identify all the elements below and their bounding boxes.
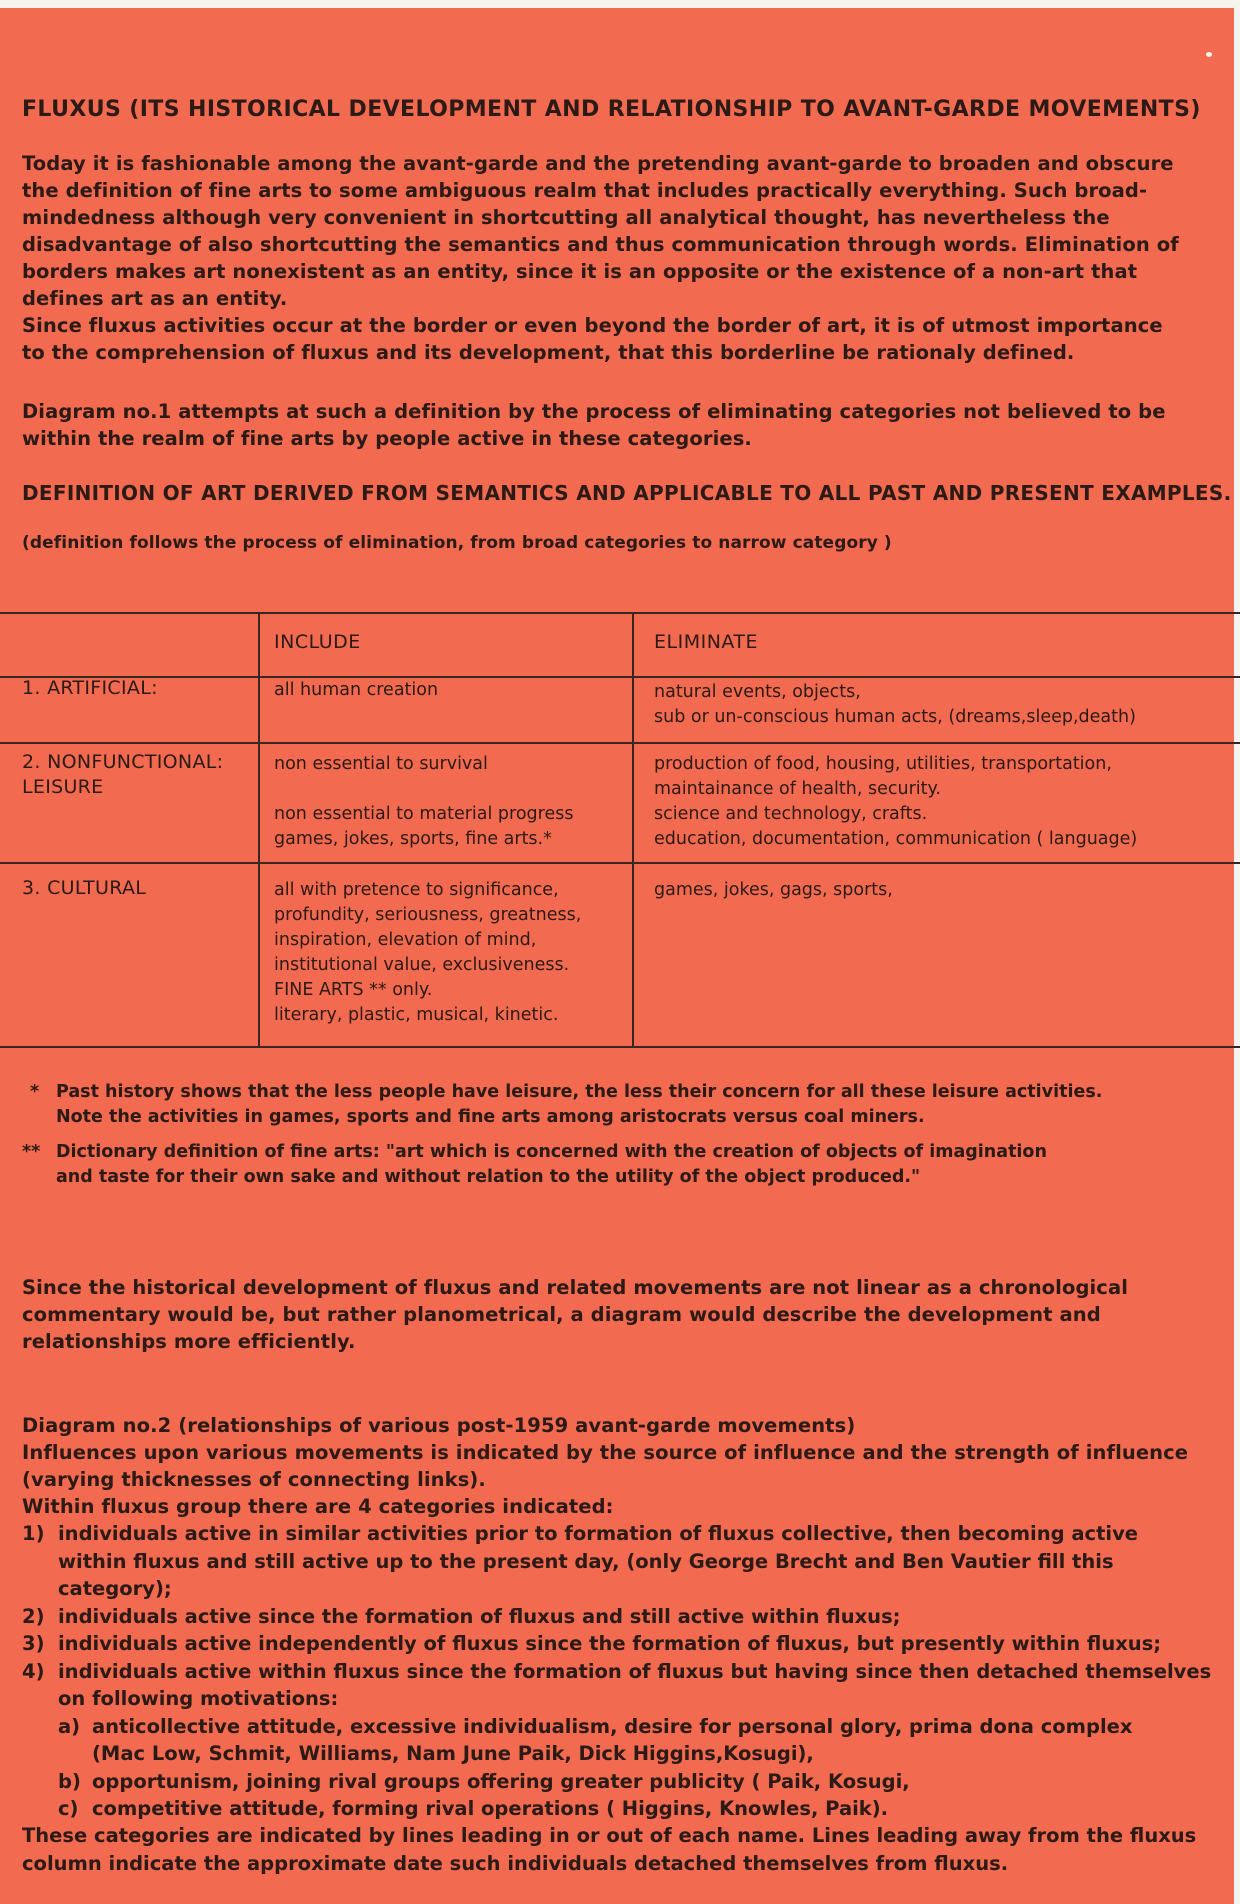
table-rule: [0, 612, 1240, 614]
list-item: [22, 1658, 1222, 1713]
row-label-cultural: 3. CULTURAL: [22, 877, 147, 899]
eliminate-header: ELIMINATE: [654, 631, 759, 653]
row-cultural-include: all with pretence to significance, profundity, seriousness, greatness, inspiration, elevation of mind, institutional value, exclusiveness. FINE ARTS ** only. literary, plastic, musical, kinetic.: [274, 880, 582, 1025]
row-label-artificial: 1. ARTIFICIAL:: [22, 677, 158, 699]
list-item: [22, 1630, 1222, 1658]
paper-top-edge: [0, 0, 1240, 8]
list-text: individuals active independently of fluxus since the formation of fluxus, but presently within fluxus;: [58, 1632, 1162, 1655]
list-number: 1): [22, 1522, 45, 1545]
list-text: individuals active within fluxus since the formation of fluxus but having since then detached themselves on following motivations:: [58, 1659, 1212, 1710]
table-rule: [0, 742, 1240, 744]
row-artificial-eliminate: natural events, objects, sub or un-conscious human acts, (dreams,sleep,death): [654, 682, 1136, 727]
table-rule: [0, 862, 1240, 864]
sublist-item: [22, 1713, 1222, 1768]
list-number: 2): [22, 1604, 45, 1628]
list-text: individuals active in similar activities prior to formation of fluxus collective, then becoming active within fluxus and still active up to the present day, (only George Brecht and Ben Vautier fill this category);: [58, 1522, 1139, 1600]
sublist-item: [22, 1768, 1222, 1796]
row-label-nonfunctional: 2. NONFUNCTIONAL: LEISURE: [22, 751, 224, 798]
sublist-letter: c): [58, 1797, 79, 1820]
table-column-rule: [258, 612, 260, 1048]
list-item: [22, 1520, 1222, 1603]
sublist-letter: b): [58, 1769, 81, 1793]
row-artificial-include: all human creation: [274, 680, 439, 700]
definition-table: [0, 612, 1240, 1048]
table-rule: [0, 676, 1240, 678]
closing-paragraph: These categories are indicated by lines leading in or out of each name. Lines leading away from the fluxus column indicate the approximate date such individuals detached themselves from fluxus.: [22, 1824, 1197, 1875]
sublist-letter: a): [58, 1714, 81, 1738]
paper-speck: [1206, 52, 1212, 57]
footnote-mark: **: [22, 1142, 41, 1162]
footnote-mark: *: [30, 1082, 40, 1102]
development-paragraph: Since the historical development of fluxus and related movements are not linear as a chronological commentary would be, but rather planometrical, a diagram would describe the development and relationships more efficiently.: [22, 1276, 1128, 1353]
intro-paragraph: Today it is fashionable among the avant-garde and the pretending avant-garde to broaden and obscure the definition of fine arts to some ambiguous realm that includes practically everything. Such broad- mindedness although very convenient in shortcutting all analytical thought, has nevertheless the disadvantage of also shortcutting the semantics and thus communication through words. Elimination of borders makes art nonexistent as an entity, since it is an opposite or the existence of a non-art that defines art as an entity. Since fluxus activities occur at the border or even beyond the border of art, it is of utmost importance to the comprehension of fluxus and its development, that this borderline be rationaly defined.: [22, 152, 1179, 364]
list-text: individuals active since the formation of fluxus and still active within fluxus;: [58, 1604, 901, 1628]
sublist-text: opportunism, joining rival groups offering greater publicity ( Paik, Kosugi,: [92, 1769, 910, 1793]
sublist-text: anticollective attitude, excessive individualism, desire for personal glory, prima dona complex (Mac Low, Schmit, Williams, Nam June Paik, Dick Higgins,Kosugi),: [92, 1714, 1133, 1765]
list-number: 4): [22, 1659, 45, 1683]
footnote-fine-arts: Dictionary definition of fine arts: "art which is concerned with the creation of objects of imagination and taste for their own sake and without relation to the utility of the object produced.": [56, 1142, 1047, 1187]
category-list: [22, 1520, 1222, 1823]
page-title: FLUXUS (ITS HISTORICAL DEVELOPMENT AND RELATIONSHIP TO AVANT-GARDE MOVEMENTS): [22, 97, 1201, 122]
definition-subtitle: (definition follows the process of elimination, from broad categories to narrow category ): [22, 533, 892, 553]
footnote-leisure: Past history shows that the less people have leisure, the less their concern for all these leisure activities. Note the activities in games, sports and fine arts among aristocrats versus coal miners.: [56, 1082, 1103, 1127]
definition-heading: DEFINITION OF ART DERIVED FROM SEMANTICS AND APPLICABLE TO ALL PAST AND PRESENT EXAMPLES.: [22, 481, 1232, 505]
sublist-item: [22, 1795, 1222, 1823]
diagram1-paragraph: Diagram no.1 attempts at such a definition by the process of eliminating categories not believed to be within the realm of fine arts by people active in these categories.: [22, 400, 1166, 450]
table-rule: [0, 1046, 1240, 1048]
row-cultural-eliminate: games, jokes, gags, sports,: [654, 880, 893, 900]
sublist-text: competitive attitude, forming rival operations ( Higgins, Knowles, Paik).: [92, 1797, 889, 1820]
list-number: 3): [22, 1632, 45, 1655]
include-header: INCLUDE: [274, 631, 361, 653]
row-nonfunctional-eliminate: production of food, housing, utilities, transportation, maintainance of health, security. science and technology, crafts. education, documentation, communication ( language): [654, 754, 1138, 849]
diagram2-paragraph: Diagram no.2 (relationships of various post-1959 avant-garde movements) Influences upon various movements is indicated by the source of influence and the strength of influence (varying thicknesses of connecting links). Within fluxus group there are 4 categories indicated:: [22, 1414, 1189, 1518]
table-column-rule: [632, 612, 634, 1048]
row-nonfunctional-include: non essential to survival non essential to material progress games, jokes, sports, fine arts.*: [274, 754, 574, 849]
list-item: [22, 1603, 1222, 1631]
